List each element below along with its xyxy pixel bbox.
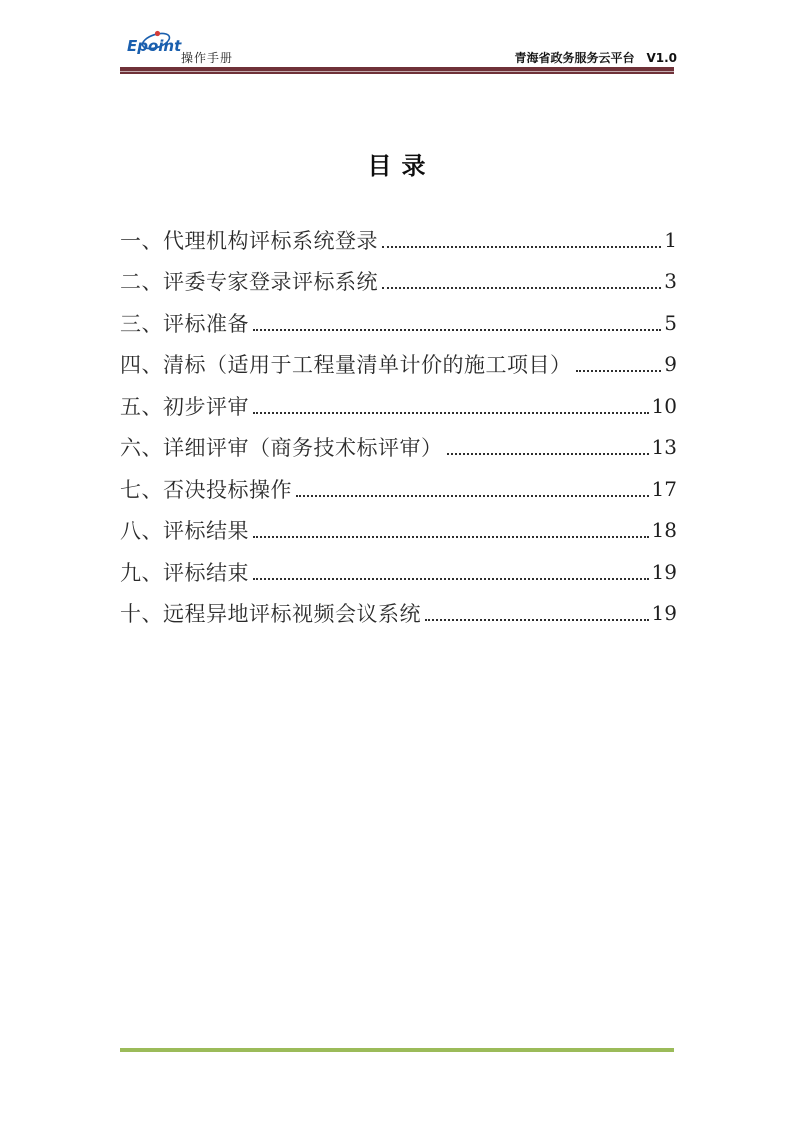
- toc-dot-leader: [253, 329, 661, 331]
- toc-entry-page-number: 10: [651, 393, 677, 418]
- toc-dot-leader: [576, 370, 662, 372]
- footer-divider-line: [120, 1048, 674, 1052]
- toc-list: [120, 219, 677, 634]
- toc-dot-leader: [425, 619, 649, 621]
- toc-entry[interactable]: [120, 468, 677, 510]
- toc-dot-leader: [253, 536, 649, 538]
- epoint-logo-text: Epoint: [127, 37, 182, 55]
- toc-entry-page-number: 19: [651, 601, 677, 626]
- toc-dot-leader: [253, 578, 649, 580]
- toc-entry[interactable]: [120, 510, 677, 552]
- toc-entry[interactable]: [120, 261, 677, 303]
- toc-entry[interactable]: [120, 302, 677, 344]
- toc-dot-leader: [253, 412, 649, 414]
- toc-entry-label: 四、清标（适用于工程量清单计价的施工项目）: [120, 353, 572, 378]
- toc-entry-page-number: 17: [651, 476, 677, 501]
- toc-dot-leader: [382, 287, 661, 289]
- toc-dot-leader: [447, 453, 649, 455]
- platform-name: 青海省政务服务云平台: [514, 51, 635, 65]
- header-divider-thin: [120, 72, 674, 74]
- toc-entry[interactable]: [120, 385, 677, 427]
- toc-entry-page-number: 13: [651, 435, 677, 460]
- epoint-logo: [126, 29, 184, 57]
- toc-entry[interactable]: [120, 427, 677, 469]
- logo-red-dot: [155, 31, 160, 36]
- toc-entry-label: 六、详细评审（商务技术标评审）: [120, 436, 443, 461]
- toc-entry[interactable]: [120, 344, 677, 386]
- toc-entry-label: 八、评标结果: [120, 519, 249, 544]
- version-label: V1.0: [646, 51, 677, 65]
- toc-entry-label: 二、评委专家登录评标系统: [120, 270, 378, 295]
- toc-entry[interactable]: [120, 551, 677, 593]
- toc-entry-label: 十、远程异地评标视频会议系统: [120, 602, 421, 627]
- toc-entry-page-number: 1: [664, 227, 677, 252]
- toc-entry-label: 五、初步评审: [120, 394, 249, 419]
- toc-dot-leader: [296, 495, 649, 497]
- toc-entry-label: 九、评标结束: [120, 560, 249, 585]
- toc-dot-leader: [382, 246, 661, 248]
- toc-entry-page-number: 19: [651, 559, 677, 584]
- toc-entry-label: 七、否决投标操作: [120, 477, 292, 502]
- toc-entry-page-number: 5: [664, 310, 677, 335]
- toc-entry-page-number: 9: [664, 352, 677, 377]
- toc-entry-label: 三、评标准备: [120, 311, 249, 336]
- header-divider-line: [120, 67, 674, 74]
- page-header: [0, 0, 793, 80]
- manual-type-label: 操作手册: [181, 51, 234, 65]
- toc-entry-page-number: 18: [651, 518, 677, 543]
- toc-entry[interactable]: [120, 593, 677, 635]
- toc-entry[interactable]: [120, 219, 677, 261]
- epoint-logo-icon: [126, 29, 184, 57]
- header-platform-info: [514, 49, 677, 66]
- toc-title: 目录: [367, 151, 436, 180]
- toc-entry-label: 一、代理机构评标系统登录: [120, 228, 378, 253]
- toc-entry-page-number: 3: [664, 269, 677, 294]
